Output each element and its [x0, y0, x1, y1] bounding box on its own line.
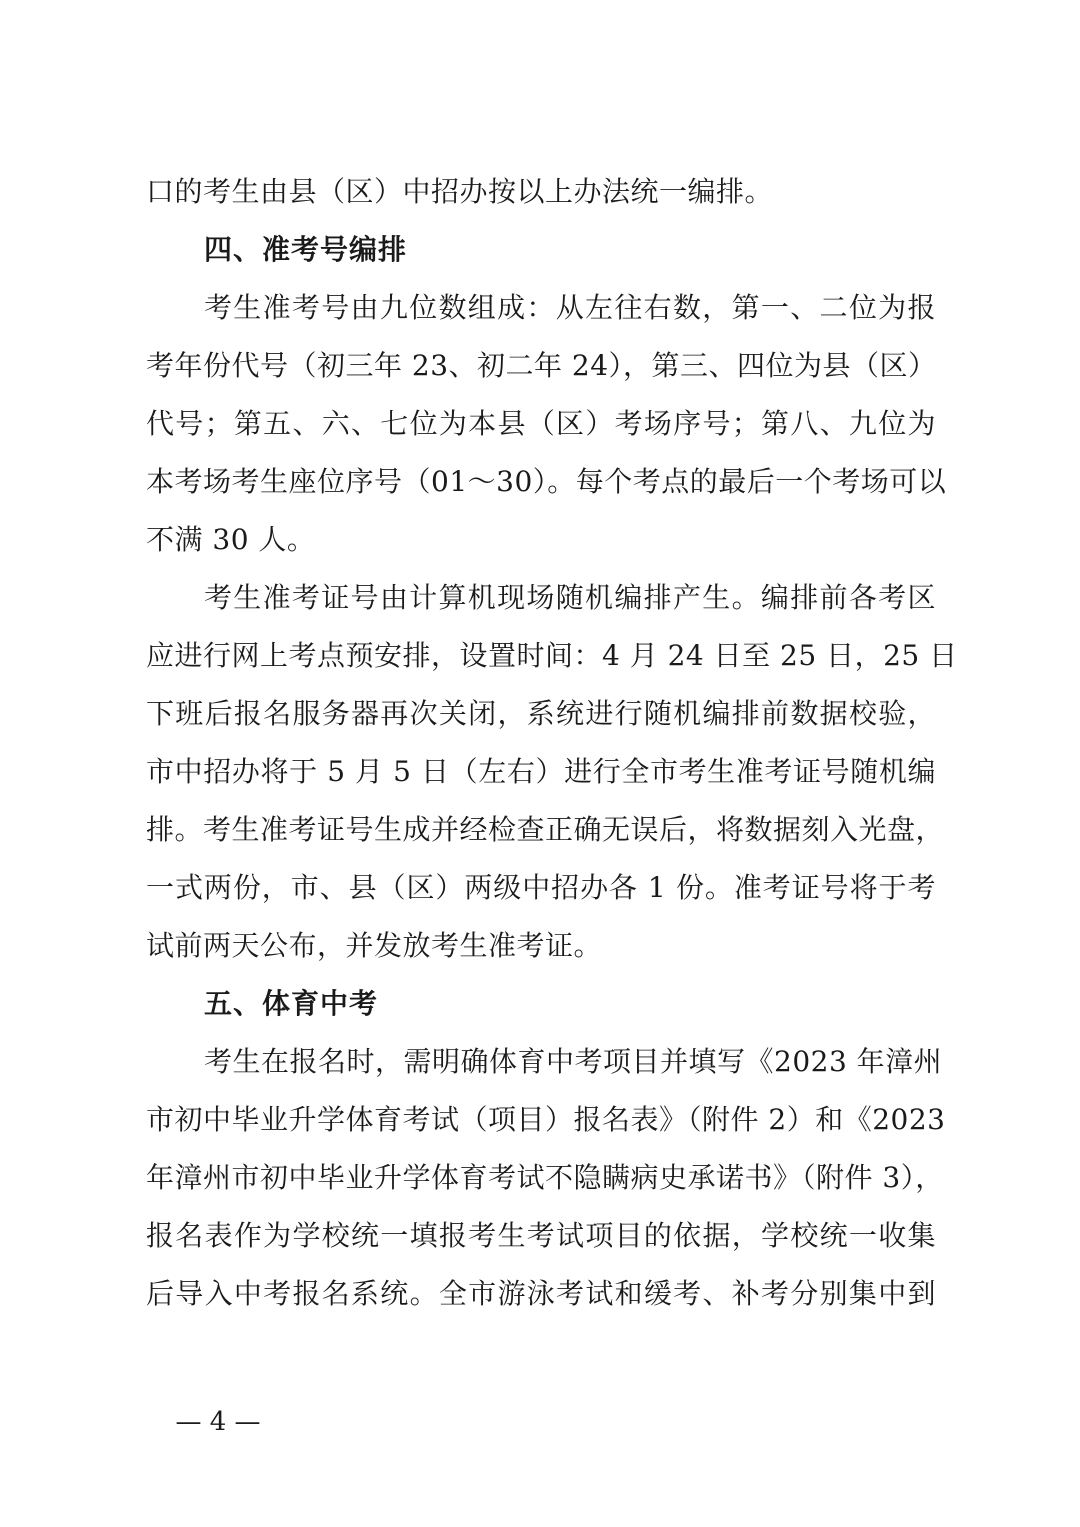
- body-line: 下班后报名服务器再次关闭，系统进行随机编排前数据校验，: [146, 697, 936, 730]
- page-number: — 4 —: [175, 1407, 261, 1437]
- body-line: 代号；第五、六、七位为本县（区）考场序号；第八、九位为: [146, 407, 936, 440]
- body-line: 口的考生由县（区）中招办按以上办法统一编排。: [146, 175, 774, 208]
- body-line: 排。考生准考证号生成并经检查正确无误后，将数据刻入光盘，: [146, 813, 945, 846]
- body-line: 考生在报名时，需明确体育中考项目并填写《2023 年漳州: [204, 1045, 943, 1078]
- body-line: 年漳州市初中毕业升学体育考试不隐瞒病史承诺书》（附件 3），: [146, 1161, 944, 1194]
- body-line: 考生准考证号由计算机现场随机编排产生。编排前各考区: [204, 581, 936, 614]
- section-heading: 四、准考号编排: [204, 233, 408, 266]
- section-heading: 五、体育中考: [204, 987, 379, 1020]
- body-line: 考年份代号（初三年 23、初二年 24），第三、四位为县（区）: [146, 349, 937, 382]
- body-line: 后导入中考报名系统。全市游泳考试和缓考、补考分别集中到: [146, 1277, 936, 1310]
- body-line: 考生准考号由九位数组成：从左往右数，第一、二位为报: [204, 291, 936, 324]
- body-line: 试前两天公布，并发放考生准考证。: [146, 929, 603, 962]
- body-line: 报名表作为学校统一填报考生考试项目的依据，学校统一收集: [146, 1219, 936, 1252]
- body-line: 市初中毕业升学体育考试（项目）报名表》（附件 2）和《2023: [146, 1103, 946, 1136]
- body-line: 一式两份，市、县（区）两级中招办各 1 份。准考证号将于考: [146, 871, 936, 904]
- body-line: 市中招办将于 5 月 5 日（左右）进行全市考生准考证号随机编: [146, 755, 936, 788]
- body-line: 应进行网上考点预安排，设置时间：4 月 24 日至 25 日，25 日: [146, 639, 958, 672]
- body-line: 本考场考生座位序号（01～30）。每个考点的最后一个考场可以: [146, 465, 947, 498]
- body-line: 不满 30 人。: [146, 523, 316, 556]
